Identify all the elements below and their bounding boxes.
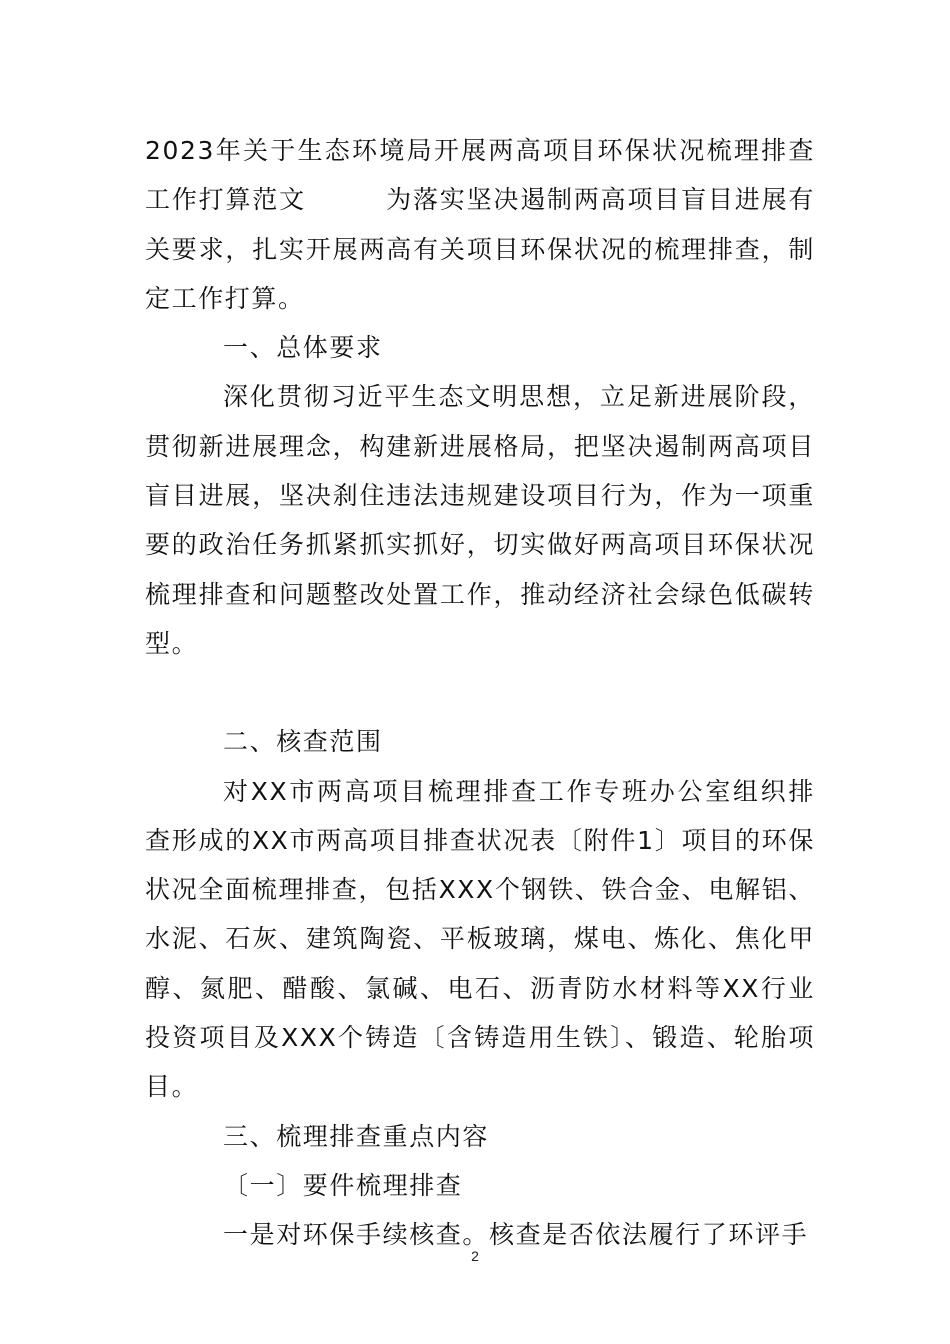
- intro-text: 为落实坚决遏制两高项目盲目进展有关要求，扎实开展两高有关项目环保状况的梳理排查，制定工作打算。: [145, 185, 815, 313]
- section-heading-overall-requirements: 一、总体要求: [223, 333, 383, 363]
- section-heading-key-content: 三、梳理排查重点内容: [223, 1121, 490, 1151]
- section-heading-scope: 二、核查范围: [223, 727, 383, 757]
- subsection-heading-documents: 〔一〕要件梳理排查: [223, 1170, 463, 1200]
- paragraph-gap: [145, 668, 815, 717]
- document-title: 2023年关于生态环境局开展两高项目环保状况梳理排查工作打算范文: [145, 136, 815, 215]
- document-body: [145, 126, 815, 1260]
- section-body-key-content: 一是对环保手续核查。核查是否依法履行了环评手: [223, 1220, 809, 1250]
- title-paragraph: [145, 126, 815, 323]
- section-body-scope: 对XX市两高项目梳理排查工作专班办公室组织排查形成的XX市两高项目排查状况表〔附件1〕项目的环保状况全面梳理排查，包括XXX个钢铁、铁合金、电解铝、水泥、石灰、建筑陶瓷、平板玻璃，煤电、炼化、焦化甲醇、氮肥、醋酸、氯碱、电石、沥青防水材料等XX行业投资项目及XXX个铸造〔含铸造用生铁〕、锻造、轮胎项目。: [145, 776, 815, 1102]
- section-body-overall-requirements: 深化贯彻习近平生态文明思想，立足新进展阶段，贯彻新进展理念，构建新进展格局，把坚决遏制两高项目盲目进展，坚决刹住违法违规建设项目行为，作为一项重要的政治任务抓紧抓实抓好，切实做好两高项目环保状况梳理排查和问题整改处置工作，推动经济社会绿色低碳转型。: [145, 382, 815, 658]
- page-number: 2: [471, 1248, 479, 1264]
